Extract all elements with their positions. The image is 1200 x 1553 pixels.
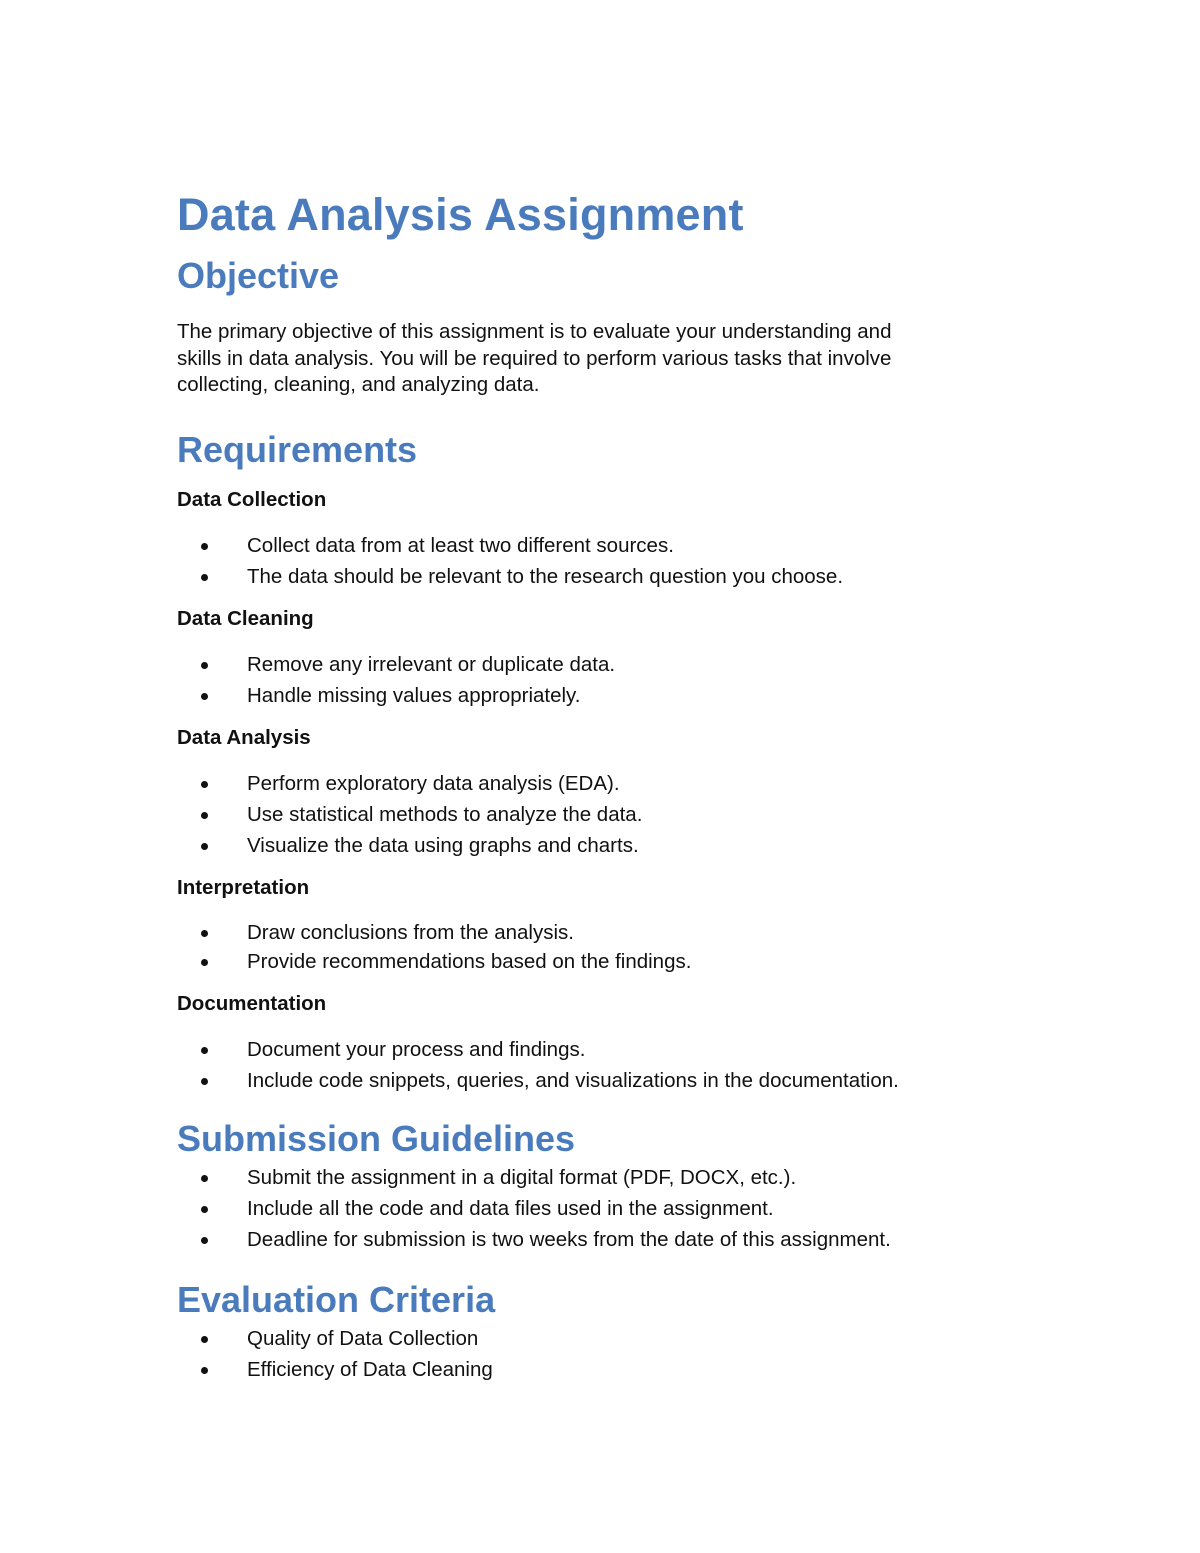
bullet-icon: [201, 543, 208, 550]
list-item: [177, 680, 1037, 711]
bullet-icon: [201, 781, 208, 788]
list-item-text: Quality of Data Collection: [247, 1326, 479, 1350]
objective-line: skills in data analysis. You will be required to perform various tasks that involve: [177, 346, 892, 370]
list-item-text: Include code snippets, queries, and visualizations in the documentation.: [247, 1068, 899, 1092]
list-item: [177, 799, 1037, 830]
list-item: [177, 1224, 1037, 1255]
bullet-icon: [201, 1078, 208, 1085]
bullet-icon: [201, 1367, 208, 1374]
requirements-heading: Requirements: [177, 428, 418, 470]
submission-heading: Submission Guidelines: [177, 1117, 576, 1159]
list-item: [177, 1162, 1037, 1193]
data-collection-list: [177, 530, 1037, 592]
list-item-text: Handle missing values appropriately.: [247, 683, 581, 707]
list-item: [177, 561, 1037, 592]
list-item-text: Collect data from at least two different sources.: [247, 533, 674, 557]
list-item: [177, 947, 1037, 977]
list-item-text: Provide recommendations based on the findings.: [247, 950, 692, 974]
bullet-icon: [201, 1206, 208, 1213]
data-analysis-list: [177, 768, 1037, 861]
evaluation-heading: Evaluation Criteria: [177, 1278, 496, 1320]
list-item-text: Draw conclusions from the analysis.: [247, 920, 574, 944]
bullet-icon: [201, 930, 208, 937]
list-item-text: Remove any irrelevant or duplicate data.: [247, 652, 616, 676]
list-item: [177, 530, 1037, 561]
bullet-icon: [201, 662, 208, 669]
objective-line: The primary objective of this assignment is to evaluate your understanding and: [177, 320, 892, 343]
objective-heading: Objective: [177, 255, 340, 296]
data-cleaning-list: [177, 649, 1037, 711]
interpretation-list: [177, 918, 1037, 977]
objective-paragraph: [177, 319, 1037, 399]
submission-list: [177, 1162, 1037, 1255]
objective-line: collecting, cleaning, and analyzing data.: [177, 373, 540, 397]
bullet-icon: [201, 843, 208, 850]
list-item: [177, 1323, 1037, 1354]
list-item-text: Document your process and findings.: [247, 1037, 586, 1061]
list-item-text: The data should be relevant to the research question you choose.: [247, 564, 844, 588]
list-item: [177, 1193, 1037, 1224]
list-item-text: Include all the code and data files used in the assignment.: [247, 1196, 774, 1220]
bullet-icon: [201, 1336, 208, 1343]
data-cleaning-heading: Data Cleaning: [177, 606, 314, 630]
document-title: Data Analysis Assignment: [177, 189, 744, 240]
documentation-list: [177, 1034, 1037, 1096]
list-item: [177, 1034, 1037, 1065]
list-item-text: Use statistical methods to analyze the data.: [247, 802, 643, 826]
list-item-text: Visualize the data using graphs and charts.: [247, 833, 639, 857]
document-page: [177, 185, 1037, 1385]
list-item: [177, 918, 1037, 948]
list-item: [177, 1354, 1037, 1385]
list-item: [177, 768, 1037, 799]
bullet-icon: [201, 693, 208, 700]
interpretation-heading: Interpretation: [177, 875, 310, 899]
bullet-icon: [201, 1047, 208, 1054]
list-item-text: Deadline for submission is two weeks from the date of this assignment.: [247, 1227, 891, 1251]
bullet-icon: [201, 812, 208, 819]
list-item: [177, 649, 1037, 680]
list-item-text: Submit the assignment in a digital format (PDF, DOCX, etc.).: [247, 1165, 797, 1189]
data-collection-heading: Data Collection: [177, 487, 327, 511]
data-analysis-heading: Data Analysis: [177, 725, 311, 749]
list-item-text: Perform exploratory data analysis (EDA).: [247, 771, 620, 795]
list-item-text: Efficiency of Data Cleaning: [247, 1357, 493, 1381]
list-item: [177, 830, 1037, 861]
bullet-icon: [201, 574, 208, 581]
bullet-icon: [201, 959, 208, 966]
list-item: [177, 1065, 1037, 1096]
bullet-icon: [201, 1237, 208, 1244]
bullet-icon: [201, 1175, 208, 1182]
evaluation-list: [177, 1323, 1037, 1385]
documentation-heading: Documentation: [177, 991, 327, 1015]
